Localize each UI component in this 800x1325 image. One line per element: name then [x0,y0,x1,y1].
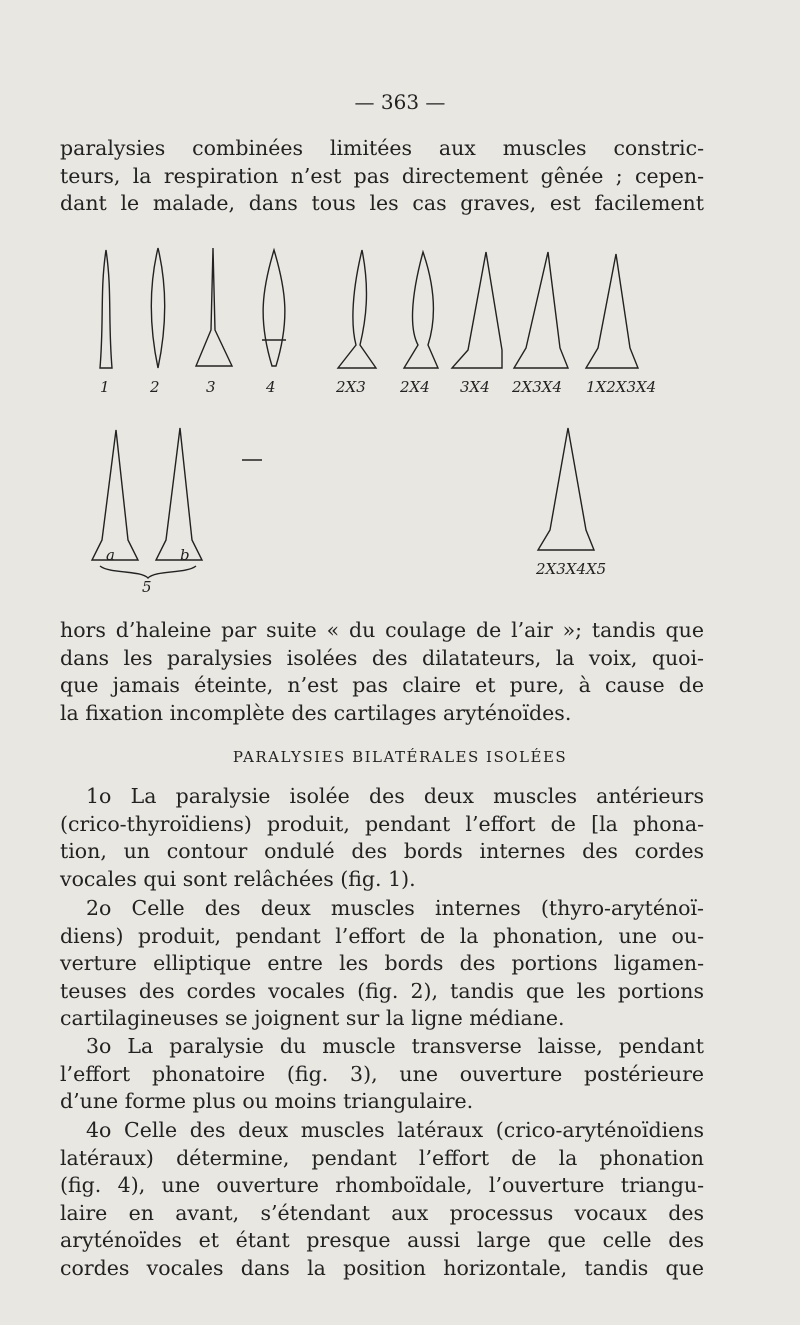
figure-2x3-label: 2X3 [336,378,366,396]
figure-1-label: 1 [100,378,110,396]
figure-2x3x4x5-label: 2X3X4X5 [536,560,607,578]
figure-2x4-label: 2X4 [400,378,430,396]
figure-3-label: 3 [206,378,216,396]
text-line: cordes vocales dans la position horizontale, tandis que [60,1255,704,1280]
text-line: laire en avant, s’étendant aux processus vocaux des [60,1200,704,1225]
figure-3x4 [452,252,502,396]
figure-5b-label: b [180,546,190,564]
text-line: vocales qui sont relâchées (fig. 1). [60,866,416,891]
section-paragraph-1 [60,783,704,893]
figure-4 [262,250,286,396]
section-heading: PARALYSIES BILATÉRALES ISOLÉES [232,748,568,766]
text-line: 2o Celle des deux muscles internes (thyro-aryténoï- [86,896,704,920]
text-line: d’une forme plus ou moins triangulaire. [60,1089,474,1113]
section-paragraph-4 [60,1117,704,1282]
figure-5-label: 5 [142,578,152,596]
text-line: tion, un contour ondulé des bords internes des cordes [60,839,704,863]
text-line: hors d’haleine par suite « du coulage de l’air »; tandis que [60,618,704,642]
text-line: (crico-thyroïdiens) produit, pendant l’effort de [la phona- [60,811,704,836]
text-line: 3o La paralysie du muscle transverse laisse, pendant [86,1034,704,1058]
text-line: cartilagineuses se joignent sur la ligne médiane. [60,1006,565,1030]
figure-2 [149,248,165,396]
figure-5b [156,428,202,564]
figure-followup-paragraph [60,617,704,727]
figure-4-label: 4 [266,378,276,396]
figure-3 [196,248,232,396]
figure-1x2x3x4 [586,254,656,396]
text-line: la fixation incomplète des cartilages aryténoïdes. [60,700,572,725]
figure-2x4 [399,252,438,396]
figure-2x3x4-label: 2X3X4 [512,378,562,396]
text-line: (fig. 4), une ouverture rhomboïdale, l’ouverture triangu- [60,1173,704,1197]
section-paragraph-3 [60,1033,704,1116]
figure-1 [100,250,112,396]
text-line: 4o Celle des deux muscles latéraux (crico-aryténoïdiens [86,1118,704,1142]
text-line: verture elliptique entre les bords des portions ligamen- [60,951,704,975]
text-line: teurs, la respiration n’est pas directement gênée ; cepen- [60,163,704,188]
page-number: — 363 — [354,90,446,114]
text-line: diens) produit, pendant l’effort de la phonation, une ou- [60,923,704,948]
figure-3x4-label: 3X4 [460,378,490,396]
figure-5a [92,430,138,564]
text-line: 1o La paralysie isolée des deux muscles antérieurs [86,784,704,808]
figure-1x2x3x4-label: 1X2X3X4 [586,378,657,396]
figure-2x3x4 [511,252,568,396]
figure-5a-label: a [106,546,115,564]
text-line: latéraux) détermine, pendant l’effort de la phonation [60,1145,704,1170]
figure-5-brace [100,566,196,578]
text-line: teuses des cordes vocales (fig. 2), tandis que les portions [60,978,704,1003]
text-line: dant le malade, dans tous les cas graves, est facilement [60,191,704,215]
text-line: que jamais éteinte, n’est pas claire et pure, à cause de [60,673,704,697]
section-paragraph-2 [60,895,704,1033]
text-line: l’effort phonatoire (fig. 3), une ouverture postérieure [60,1061,704,1086]
figure-2x3 [335,250,376,396]
text-line: aryténoïdes et étant presque aussi large que celle des [60,1228,704,1252]
text-line: dans les paralysies isolées des dilatateurs, la voix, quoi- [60,645,704,670]
figure-2-label: 2 [150,378,160,396]
figure-2x3x4x5 [535,428,606,578]
text-line: paralysies combinées limitées aux muscles constric- [60,136,704,160]
